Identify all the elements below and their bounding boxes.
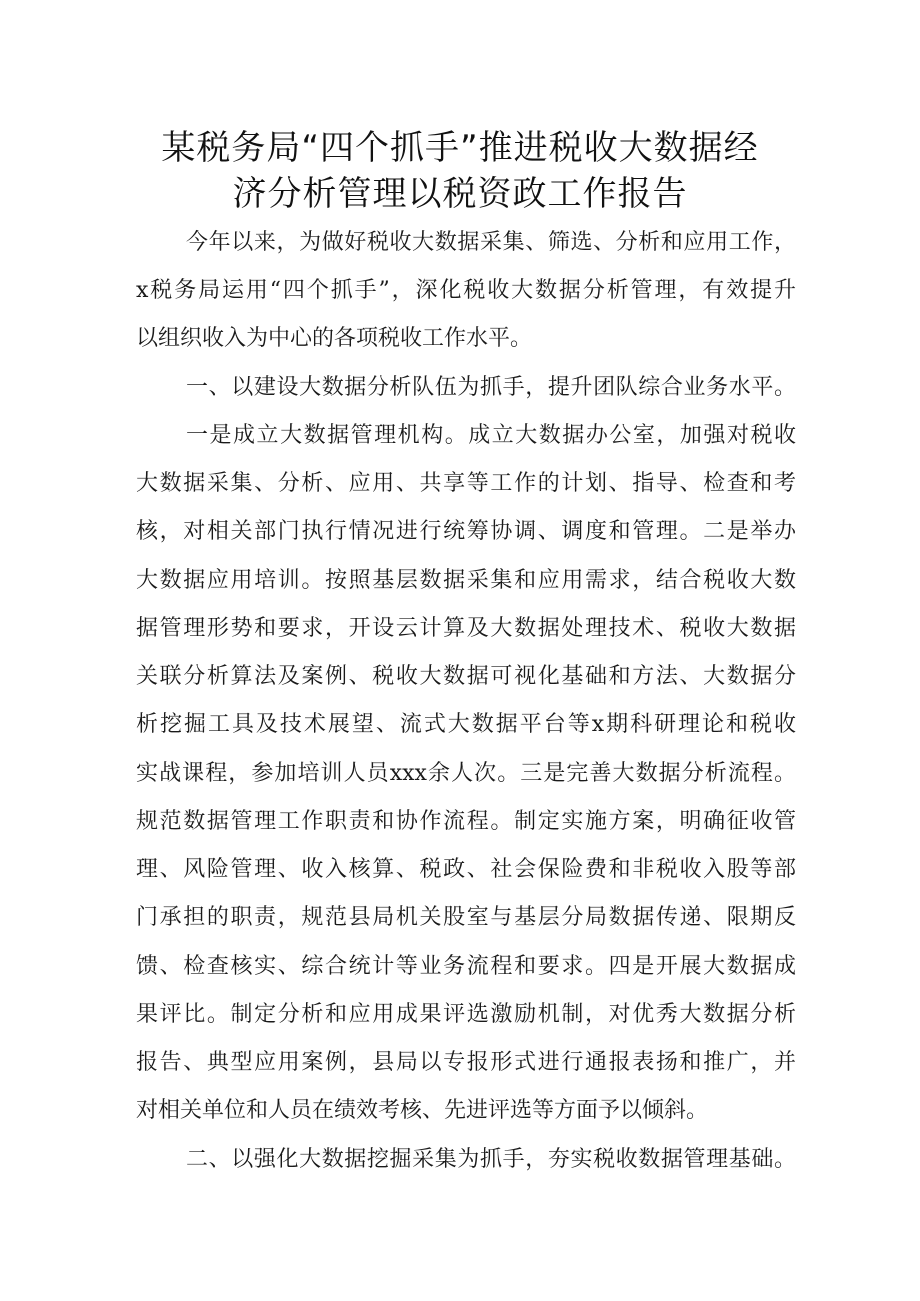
paragraph-line: 理、风险管理、收入核算、税政、社会保险费和非税收入股等部 (136, 857, 796, 882)
paragraph-line: 实战课程，参加培训人员xxx余人次。三是完善大数据分析流程。 (136, 761, 796, 786)
section-heading-2: 二、以强化大数据挖掘采集为抓手，夯实税收数据管理基础。 (186, 1147, 796, 1172)
paragraph-line: 一是成立大数据管理机构。成立大数据办公室，加强对税收 (186, 423, 796, 448)
paragraph-line: 以组织收入为中心的各项税收工作水平。 (136, 326, 533, 351)
paragraph-line: 核，对相关部门执行情况进行统筹协调、调度和管理。二是举办 (136, 519, 796, 544)
paragraph-line: 报告、典型应用案例，县局以专报形式进行通报表扬和推广，并 (136, 1050, 796, 1075)
section-heading-1: 一、以建设大数据分析队伍为抓手，提升团队综合业务水平。 (186, 375, 796, 400)
paragraph-line: 关联分析算法及案例、税收大数据可视化基础和方法、大数据分 (136, 664, 796, 689)
paragraph-line: 析挖掘工具及技术展望、流式大数据平台等x期科研理论和税收 (136, 712, 796, 737)
paragraph-line: x税务局运用“四个抓手”，深化税收大数据分析管理，有效提升 (136, 278, 796, 303)
paragraph-line: 门承担的职责，规范县局机关股室与基层分局数据传递、限期反 (136, 905, 796, 930)
paragraph-line: 今年以来，为做好税收大数据采集、筛选、分析和应用工作， (186, 230, 796, 255)
paragraph-line: 对相关单位和人员在绩效考核、先进评选等方面予以倾斜。 (136, 1098, 709, 1123)
paragraph-line: 大数据应用培训。按照基层数据采集和应用需求，结合税收大数 (136, 568, 796, 593)
paragraph-line: 据管理形势和要求，开设云计算及大数据处理技术、税收大数据 (136, 616, 796, 641)
document-title-line-1: 某税务局“四个抓手”推进税收大数据经 (161, 128, 759, 168)
document-title-line-2: 济分析管理以税资政工作报告 (232, 174, 688, 214)
paragraph-line: 规范数据管理工作职责和协作流程。制定实施方案，明确征收管 (136, 809, 796, 834)
paragraph-line: 果评比。制定分析和应用成果评选激励机制，对优秀大数据分析 (136, 1002, 796, 1027)
paragraph-line: 大数据采集、分析、应用、共享等工作的计划、指导、检查和考 (136, 471, 796, 496)
paragraph-line: 馈、检查核实、综合统计等业务流程和要求。四是开展大数据成 (136, 954, 796, 979)
